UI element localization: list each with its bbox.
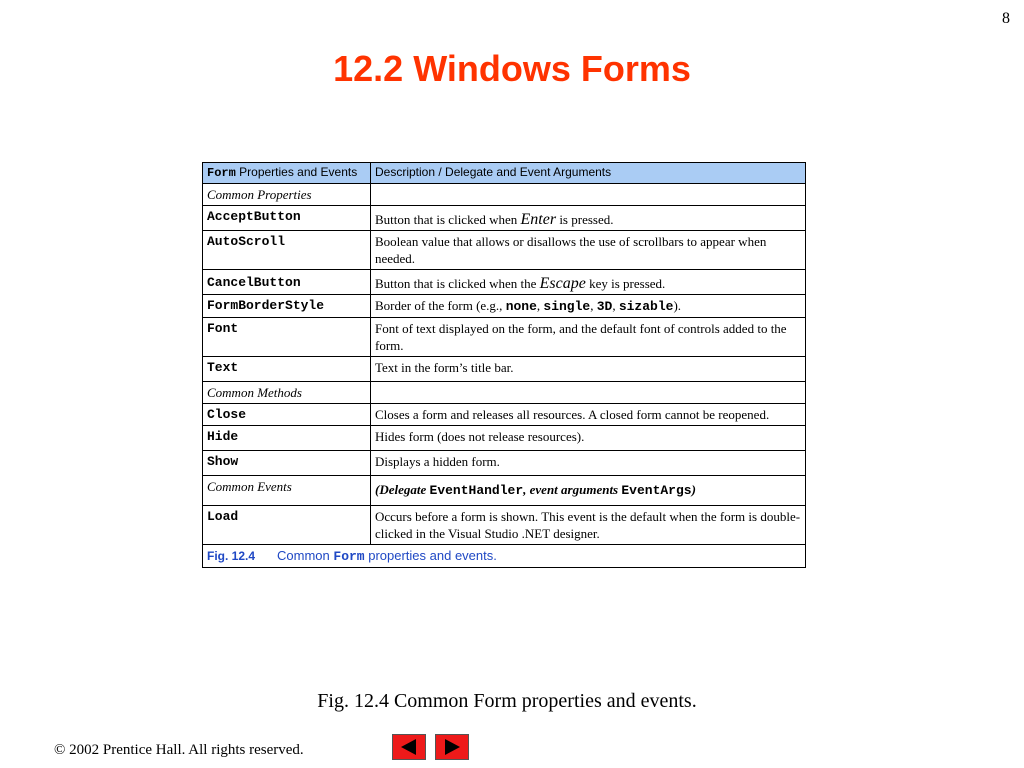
desc-code: EventArgs [621, 483, 692, 498]
header-form-code: Form [207, 166, 236, 180]
desc-code: EventHandler [429, 483, 524, 498]
method-description: Closes a form and releases all resources. A closed form cannot be reopened. [371, 404, 806, 426]
method-name: Close [203, 404, 371, 426]
caption-label: Fig. 12.4 [207, 549, 256, 563]
desc-text: key is pressed. [585, 276, 666, 291]
property-name: AcceptButton [203, 206, 371, 231]
property-name: Font [203, 318, 371, 357]
property-description: Text in the form’s title bar. [371, 357, 806, 382]
property-description [371, 206, 806, 231]
desc-emphasis: Escape [539, 275, 586, 292]
section-label-properties: Common Properties [203, 184, 371, 206]
property-description [371, 270, 806, 295]
desc-code: sizable [618, 299, 674, 314]
copyright-notice: © 2002 Prentice Hall. All rights reserved. [54, 742, 304, 758]
desc-text: (Delegate [375, 482, 430, 497]
table-row [203, 206, 806, 231]
table-caption [203, 545, 806, 568]
desc-sep: , [536, 298, 544, 313]
desc-text: Button that is clicked when the [375, 276, 540, 291]
header-col-description: Description / Delegate and Event Arguments [371, 163, 806, 184]
header-col1-text: Properties and Events [235, 165, 358, 179]
section-empty-cell [371, 382, 806, 404]
table-caption-row [203, 545, 806, 568]
table-row [203, 506, 806, 545]
form-properties-table [202, 162, 806, 568]
desc-emphasis: Enter [520, 211, 557, 228]
desc-text: ) [691, 482, 696, 497]
table-row [203, 318, 806, 357]
previous-slide-button[interactable] [392, 734, 426, 760]
event-description: Occurs before a form is shown. This event is the default when the form is double-clicked in the Visual Studio .NET designer. [371, 506, 806, 545]
property-description: Font of text displayed on the form, and the default font of controls added to the form. [371, 318, 806, 357]
caption-text: properties and events. [364, 548, 497, 563]
caption-code: Form [333, 549, 365, 564]
property-name: Text [203, 357, 371, 382]
table-row [203, 404, 806, 426]
section-empty-cell [371, 184, 806, 206]
page-number: 8 [1002, 10, 1010, 27]
desc-code: none [505, 299, 537, 314]
table-row [203, 295, 806, 318]
next-slide-button[interactable] [435, 734, 469, 760]
triangle-left-icon [393, 735, 425, 759]
table-row [203, 451, 806, 476]
triangle-right-icon [436, 735, 468, 759]
event-name: Load [203, 506, 371, 545]
header-col-properties [203, 163, 371, 184]
property-description [371, 295, 806, 318]
method-name: Hide [203, 426, 371, 451]
figure-caption: Fig. 12.4 Common Form properties and events. [317, 690, 697, 712]
method-description: Displays a hidden form. [371, 451, 806, 476]
table-row [203, 270, 806, 295]
desc-text: Border of the form (e.g., [375, 298, 506, 313]
section-row-methods [203, 382, 806, 404]
desc-sep: , [612, 298, 619, 313]
method-name: Show [203, 451, 371, 476]
table-row [203, 357, 806, 382]
desc-code: single [543, 299, 591, 314]
events-delegate-description [371, 476, 806, 506]
desc-code: 3D [596, 299, 613, 314]
method-description: Hides form (does not release resources). [371, 426, 806, 451]
desc-text: , event arguments [523, 482, 622, 497]
desc-text: ). [673, 298, 682, 313]
property-name: FormBorderStyle [203, 295, 371, 318]
section-row-properties [203, 184, 806, 206]
section-label-methods: Common Methods [203, 382, 371, 404]
property-description: Boolean value that allows or disallows the use of scrollbars to appear when needed. [371, 231, 806, 270]
desc-text: is pressed. [556, 212, 614, 227]
caption-text: Common [277, 548, 334, 563]
table-row [203, 426, 806, 451]
section-row-events [203, 476, 806, 506]
property-name: CancelButton [203, 270, 371, 295]
table-row [203, 231, 806, 270]
section-label-events: Common Events [203, 476, 371, 506]
property-name: AutoScroll [203, 231, 371, 270]
table-header-row [203, 163, 806, 184]
desc-sep: , [590, 298, 597, 313]
desc-text: Button that is clicked when [375, 212, 521, 227]
slide-title: 12.2 Windows Forms [333, 48, 691, 89]
